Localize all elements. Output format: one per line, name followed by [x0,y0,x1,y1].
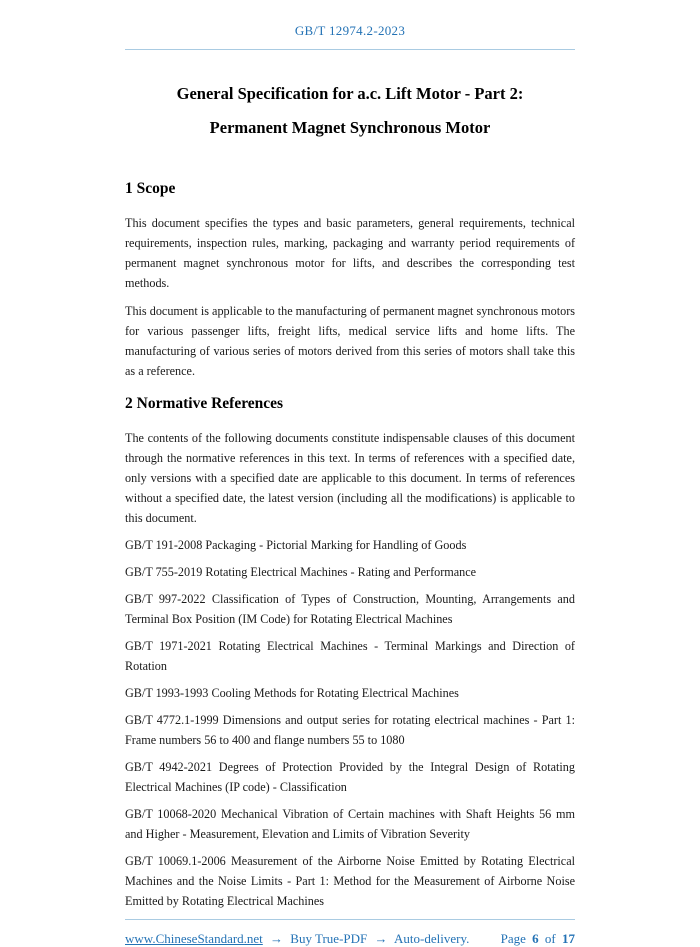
header-doc-code: GB/T 12974.2-2023 [294,23,406,38]
reference-item: GB/T 1971-2021 Rotating Electrical Machines - Terminal Markings and Direction of Rotation [125,639,575,673]
scope-paragraph-2: This document is applicable to the manufacturing of permanent magnet synchronous motors for various passenger lifts, freight lifts, medical service lifts and home lifts. The manufacturing of various series of motors derived from this series of motors shall take this as a reference. [125,304,575,378]
footer-left [125,930,473,947]
reference-item: GB/T 10069.1-2006 Measurement of the Airborne Noise Emitted by Rotating Electrical Machines and the Noise Limits - Part 1: Method for the Measurement of Airborne Noise Emitted by Rotating Electrical Machines [125,854,575,908]
right-arrow-icon: → [270,931,284,946]
page-indicator [498,930,575,947]
scope-paragraph-1: This document specifies the types and basic parameters, general requirements, technical requirements, inspection rules, marking, packaging and warranty period requirements of permanent magnet synchronous motor for lifts, and describes the corresponding test methods. [125,216,575,290]
footer-rule [125,919,575,920]
reference-item: GB/T 10068-2020 Mechanical Vibration of Certain machines with Shaft Heights 56 mm and Higher - Measurement, Elevation and Limits of Vibration Severity [125,807,575,841]
footer-website-link[interactable]: www.ChineseStandard.net [125,931,263,946]
total-pages: 17 [562,931,575,946]
reference-item: GB/T 997-2022 Classification of Types of Construction, Mounting, Arrangements and Terminal Box Position (IM Code) for Rotating Electrical Machines [125,592,575,626]
document-title-line1: General Specification for a.c. Lift Motor - Part 2: [176,84,524,103]
page-label: Page [500,931,526,946]
reference-item: GB/T 4772.1-1999 Dimensions and output series for rotating electrical machines - Part 1: Frame numbers 56 to 400 and flange numbers 55 to 1080 [125,713,575,747]
reference-item: GB/T 755-2019 Rotating Electrical Machines - Rating and Performance [125,565,477,579]
reference-item: GB/T 1993-1993 Cooling Methods for Rotating Electrical Machines [125,686,459,700]
document-title [125,77,575,145]
section-heading-scope: 1 Scope [125,180,176,197]
document-title-line2: Permanent Magnet Synchronous Motor [209,118,491,137]
of-label: of [544,931,556,946]
right-arrow-icon: → [374,931,388,946]
reference-item: GB/T 191-2008 Packaging - Pictorial Marking for Handling of Goods [125,538,467,552]
section-heading-normative-references: 2 Normative References [125,395,284,412]
footer-action-buy: Buy True-PDF [290,931,368,946]
page-number: 6 [532,931,539,946]
normative-references-intro: The contents of the following documents constitute indispensable clauses of this document through the normative references in this text. In terms of references with a specified date, only versions with a specified date are applicable to this document. In terms of references without a specified date, the latest version (including all the modifications) is applicable to this document. [125,431,575,525]
footer-action-delivery: Auto-delivery. [394,931,470,946]
reference-item: GB/T 4942-2021 Degrees of Protection Provided by the Integral Design of Rotating Electrical Machines (IP code) - Classification [125,760,575,794]
header-rule [125,49,575,50]
footer [125,930,575,947]
